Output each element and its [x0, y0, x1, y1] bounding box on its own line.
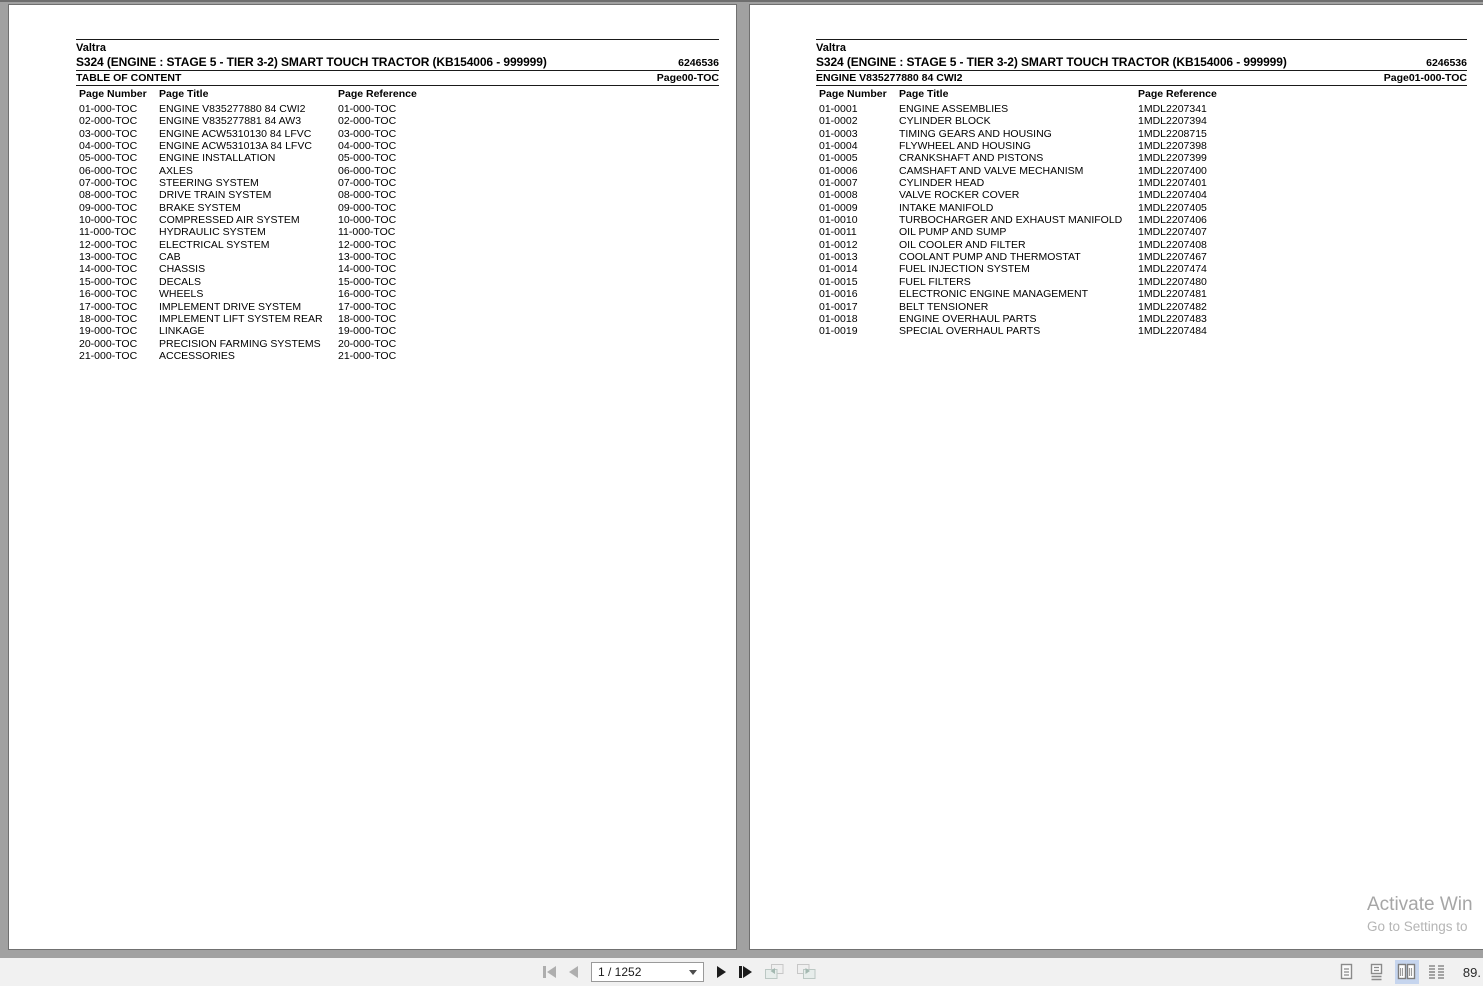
table-row — [76, 288, 719, 300]
single-page-view-icon — [1338, 963, 1355, 981]
table-cell: 05-000-TOC — [79, 152, 138, 165]
first-page-icon — [543, 966, 556, 978]
table-cell: 01-0014 — [819, 263, 858, 276]
column-header-page-reference: Page Reference — [1138, 88, 1217, 100]
table-cell: OIL PUMP AND SUMP — [899, 226, 1007, 239]
table-row — [816, 152, 1467, 164]
table-cell: CRANKSHAFT AND PISTONS — [899, 152, 1044, 165]
table-cell: ELECTRONIC ENGINE MANAGEMENT — [899, 288, 1089, 301]
continuous-view-button[interactable] — [1365, 960, 1389, 984]
table-cell: ENGINE INSTALLATION — [159, 152, 276, 165]
table-cell: FUEL INJECTION SYSTEM — [899, 263, 1030, 276]
table-cell: 1MDL2207483 — [1138, 312, 1207, 325]
table-cell: WHEELS — [159, 288, 204, 301]
table-cell: IMPLEMENT LIFT SYSTEM REAR — [159, 312, 323, 325]
page-content — [750, 5, 1483, 338]
document-title-row — [816, 55, 1467, 70]
table-cell: 04-000-TOC — [79, 140, 138, 153]
table-cell: 14-000-TOC — [338, 263, 397, 276]
table-cell: 1MDL2207480 — [1138, 275, 1207, 288]
table-column-headers — [76, 86, 719, 103]
table-cell: COMPRESSED AIR SYSTEM — [159, 214, 300, 227]
previous-page-icon — [569, 966, 578, 978]
table-cell: COOLANT PUMP AND THERMOSTAT — [899, 251, 1081, 264]
watermark-line1: Activate Win — [1367, 894, 1473, 915]
table-cell: 1MDL2207398 — [1138, 140, 1207, 153]
table-cell: DECALS — [159, 275, 202, 288]
table-cell: 16-000-TOC — [79, 288, 138, 301]
chevron-down-icon[interactable] — [689, 970, 697, 975]
table-cell: 1MDL2207482 — [1138, 300, 1207, 313]
table-cell: 1MDL2207408 — [1138, 238, 1207, 251]
page-number-input[interactable] — [592, 965, 689, 979]
table-cell: 1MDL2207399 — [1138, 152, 1207, 165]
table-row — [816, 189, 1467, 201]
parts-section-table — [816, 103, 1467, 338]
section-title: ENGINE V835277880 84 CWI2 — [816, 72, 963, 84]
document-title-row — [76, 55, 719, 70]
next-page-button[interactable] — [714, 961, 729, 983]
table-cell: 18-000-TOC — [338, 312, 397, 325]
first-page-button[interactable] — [540, 961, 559, 983]
table-row — [76, 140, 719, 152]
table-cell: IMPLEMENT DRIVE SYSTEM — [159, 300, 302, 313]
table-cell: 17-000-TOC — [79, 300, 138, 313]
table-row — [816, 263, 1467, 275]
table-cell: 04-000-TOC — [338, 140, 397, 153]
table-row — [76, 239, 719, 251]
table-cell: 09-000-TOC — [79, 201, 138, 214]
table-cell: ENGINE V835277881 84 AW3 — [159, 115, 302, 128]
table-cell: 05-000-TOC — [338, 152, 397, 165]
table-cell: 1MDL2207407 — [1138, 226, 1207, 239]
two-page-continuous-view-button[interactable] — [1425, 960, 1449, 984]
page-number-combobox[interactable] — [591, 962, 704, 982]
previous-page-button[interactable] — [566, 961, 581, 983]
table-cell: 1MDL2207484 — [1138, 325, 1207, 338]
table-cell: VALVE ROCKER COVER — [899, 189, 1020, 202]
previous-view-button[interactable] — [762, 961, 787, 983]
table-cell: 01-0011 — [819, 226, 857, 239]
column-header-page-title: Page Title — [159, 88, 209, 100]
table-cell: 15-000-TOC — [338, 275, 397, 288]
windows-activation-watermark — [1367, 893, 1483, 937]
two-page-continuous-view-icon — [1427, 963, 1446, 981]
table-row — [76, 115, 719, 127]
table-row — [816, 251, 1467, 263]
table-cell: 17-000-TOC — [338, 300, 397, 313]
last-page-icon — [739, 966, 752, 978]
table-row — [76, 301, 719, 313]
table-cell: 01-0009 — [819, 201, 858, 214]
table-cell: 01-0010 — [819, 214, 858, 227]
viewer-toolbar — [0, 958, 1483, 986]
table-cell: BRAKE SYSTEM — [159, 201, 241, 214]
table-cell: DRIVE TRAIN SYSTEM — [159, 189, 272, 202]
table-cell: FUEL FILTERS — [899, 275, 971, 288]
table-cell: LINKAGE — [159, 325, 205, 338]
table-cell: 19-000-TOC — [79, 325, 138, 338]
table-row — [816, 226, 1467, 238]
table-cell: 10-000-TOC — [338, 214, 397, 227]
table-row — [816, 165, 1467, 177]
table-cell: 14-000-TOC — [79, 263, 138, 276]
table-row — [816, 301, 1467, 313]
last-page-button[interactable] — [736, 961, 755, 983]
table-row — [76, 226, 719, 238]
table-row — [816, 128, 1467, 140]
table-cell: 1MDL2208715 — [1138, 127, 1207, 140]
continuous-view-icon — [1368, 963, 1385, 981]
table-cell: 21-000-TOC — [338, 349, 397, 362]
page-reference-label: Page00-TOC — [656, 72, 719, 84]
table-cell: INTAKE MANIFOLD — [899, 201, 994, 214]
next-view-button[interactable] — [794, 961, 819, 983]
table-cell: 08-000-TOC — [338, 189, 397, 202]
section-row — [76, 71, 719, 85]
table-row — [816, 140, 1467, 152]
table-cell: 02-000-TOC — [79, 115, 138, 128]
table-row — [816, 214, 1467, 226]
table-cell: 1MDL2207405 — [1138, 201, 1207, 214]
table-cell: 18-000-TOC — [79, 312, 138, 325]
table-cell: 1MDL2207341 — [1138, 103, 1207, 115]
column-header-page-number: Page Number — [819, 88, 887, 100]
table-row — [816, 202, 1467, 214]
next-view-icon — [797, 964, 816, 980]
table-cell: ENGINE ACW5310130 84 LFVC — [159, 127, 312, 140]
next-page-icon — [717, 966, 726, 978]
table-cell: 01-0016 — [819, 288, 858, 301]
table-cell: ENGINE OVERHAUL PARTS — [899, 312, 1037, 325]
table-cell: 11-000-TOC — [338, 226, 396, 239]
table-cell: 1MDL2207394 — [1138, 115, 1207, 128]
table-cell: 1MDL2207481 — [1138, 288, 1207, 301]
table-cell: 01-0015 — [819, 275, 858, 288]
table-cell: 21-000-TOC — [79, 349, 138, 362]
table-cell: FLYWHEEL AND HOUSING — [899, 140, 1031, 153]
table-row — [76, 214, 719, 226]
table-row — [76, 325, 719, 337]
table-cell: OIL COOLER AND FILTER — [899, 238, 1026, 251]
table-row — [816, 239, 1467, 251]
table-cell: CAB — [159, 251, 181, 264]
table-row — [76, 152, 719, 164]
table-cell: 09-000-TOC — [338, 201, 397, 214]
table-cell: 02-000-TOC — [338, 115, 397, 128]
table-cell: 01-0004 — [819, 140, 858, 153]
page-navigation-group — [540, 958, 819, 986]
table-cell: ENGINE ASSEMBLIES — [899, 103, 1009, 115]
table-cell: 01-000-TOC — [79, 103, 138, 115]
table-cell: 01-0005 — [819, 152, 858, 165]
table-cell: 08-000-TOC — [79, 189, 138, 202]
document-title: S324 (ENGINE : STAGE 5 - TIER 3-2) SMART TOUCH TRACTOR (KB154006 - 999999) — [76, 55, 547, 69]
two-page-view-button[interactable] — [1395, 960, 1419, 984]
watermark-line2: Go to Settings to — [1367, 919, 1468, 934]
page-layout-group — [1335, 958, 1483, 986]
brand-name: Valtra — [816, 42, 846, 54]
table-cell: 01-0018 — [819, 312, 858, 325]
table-cell: 07-000-TOC — [338, 177, 397, 190]
table-cell: 01-0001 — [819, 103, 858, 115]
table-cell: 01-0008 — [819, 189, 858, 202]
table-row — [76, 276, 719, 288]
table-cell: CYLINDER BLOCK — [899, 115, 991, 128]
table-cell: 01-0006 — [819, 164, 858, 177]
table-row — [816, 276, 1467, 288]
column-header-page-reference: Page Reference — [338, 88, 417, 100]
table-cell: 1MDL2207406 — [1138, 214, 1207, 227]
table-cell: 16-000-TOC — [338, 288, 397, 301]
table-cell: 03-000-TOC — [338, 127, 397, 140]
table-cell: 06-000-TOC — [338, 164, 397, 177]
table-cell: SPECIAL OVERHAUL PARTS — [899, 325, 1041, 338]
column-header-page-number: Page Number — [79, 88, 147, 100]
table-cell: TIMING GEARS AND HOUSING — [899, 127, 1052, 140]
zoom-level[interactable]: 89. — [1462, 964, 1481, 980]
table-cell: 1MDL2207467 — [1138, 251, 1207, 264]
table-column-headers — [816, 86, 1467, 103]
section-title: TABLE OF CONTENT — [76, 72, 182, 84]
table-cell: 01-0013 — [819, 251, 858, 264]
table-cell: ELECTRICAL SYSTEM — [159, 238, 270, 251]
table-cell: CHASSIS — [159, 263, 206, 276]
table-cell: 07-000-TOC — [79, 177, 138, 190]
table-row — [76, 177, 719, 189]
table-cell: 20-000-TOC — [79, 337, 138, 350]
table-cell: 1MDL2207401 — [1138, 177, 1207, 190]
single-page-view-button[interactable] — [1335, 960, 1359, 984]
table-row — [76, 189, 719, 201]
table-row — [76, 251, 719, 263]
table-cell: PRECISION FARMING SYSTEMS — [159, 337, 321, 350]
pdf-page-left — [8, 4, 737, 950]
table-cell: 03-000-TOC — [79, 127, 138, 140]
table-cell: 01-0017 — [819, 300, 858, 313]
table-cell: 01-0002 — [819, 115, 858, 128]
document-number: 6246536 — [678, 57, 719, 69]
document-number: 6246536 — [1426, 57, 1467, 69]
table-cell: 13-000-TOC — [79, 251, 138, 264]
table-cell: 06-000-TOC — [79, 164, 138, 177]
page-reference-label: Page01-000-TOC — [1383, 72, 1467, 84]
table-row — [76, 350, 719, 362]
table-cell: 12-000-TOC — [338, 238, 397, 251]
table-row — [816, 103, 1467, 115]
table-cell: 12-000-TOC — [79, 238, 138, 251]
section-row — [816, 71, 1467, 85]
table-cell: HYDRAULIC SYSTEM — [159, 226, 266, 239]
table-cell: 20-000-TOC — [338, 337, 397, 350]
table-cell: 1MDL2207474 — [1138, 263, 1207, 276]
table-cell: 01-0012 — [819, 238, 858, 251]
table-cell: 01-000-TOC — [338, 103, 397, 115]
table-row — [816, 288, 1467, 300]
two-page-view-icon — [1397, 963, 1416, 981]
pdf-page-right — [749, 4, 1483, 950]
table-row — [76, 103, 719, 115]
table-cell: TURBOCHARGER AND EXHAUST MANIFOLD — [899, 214, 1123, 227]
table-row — [76, 165, 719, 177]
table-cell: 19-000-TOC — [338, 325, 397, 338]
column-header-page-title: Page Title — [899, 88, 949, 100]
brand-name: Valtra — [76, 42, 106, 54]
table-row — [76, 338, 719, 350]
table-cell: 11-000-TOC — [79, 226, 137, 239]
table-row — [76, 263, 719, 275]
table-row — [816, 177, 1467, 189]
table-row — [76, 202, 719, 214]
previous-view-icon — [765, 964, 784, 980]
table-cell: CAMSHAFT AND VALVE MECHANISM — [899, 164, 1084, 177]
table-cell: 01-0003 — [819, 127, 858, 140]
table-cell: BELT TENSIONER — [899, 300, 989, 313]
window-top-edge — [0, 0, 1483, 2]
table-row — [76, 313, 719, 325]
table-cell: 01-0019 — [819, 325, 858, 338]
table-cell: 01-0007 — [819, 177, 858, 190]
table-row — [76, 128, 719, 140]
table-cell: 10-000-TOC — [79, 214, 138, 227]
toc-table — [76, 103, 719, 362]
table-cell: 1MDL2207404 — [1138, 189, 1207, 202]
table-cell: CYLINDER HEAD — [899, 177, 985, 190]
table-cell: ENGINE V835277880 84 CWI2 — [159, 103, 306, 115]
table-cell: STEERING SYSTEM — [159, 177, 259, 190]
table-row — [816, 325, 1467, 337]
table-row — [816, 115, 1467, 127]
table-cell: 13-000-TOC — [338, 251, 397, 264]
document-title: S324 (ENGINE : STAGE 5 - TIER 3-2) SMART TOUCH TRACTOR (KB154006 - 999999) — [816, 55, 1287, 69]
table-cell: ACCESSORIES — [159, 349, 235, 362]
table-cell: AXLES — [159, 164, 193, 177]
table-cell: 1MDL2207400 — [1138, 164, 1207, 177]
page-content — [9, 5, 736, 362]
table-cell: ENGINE ACW531013A 84 LFVC — [159, 140, 312, 153]
table-row — [816, 313, 1467, 325]
table-cell: 15-000-TOC — [79, 275, 138, 288]
